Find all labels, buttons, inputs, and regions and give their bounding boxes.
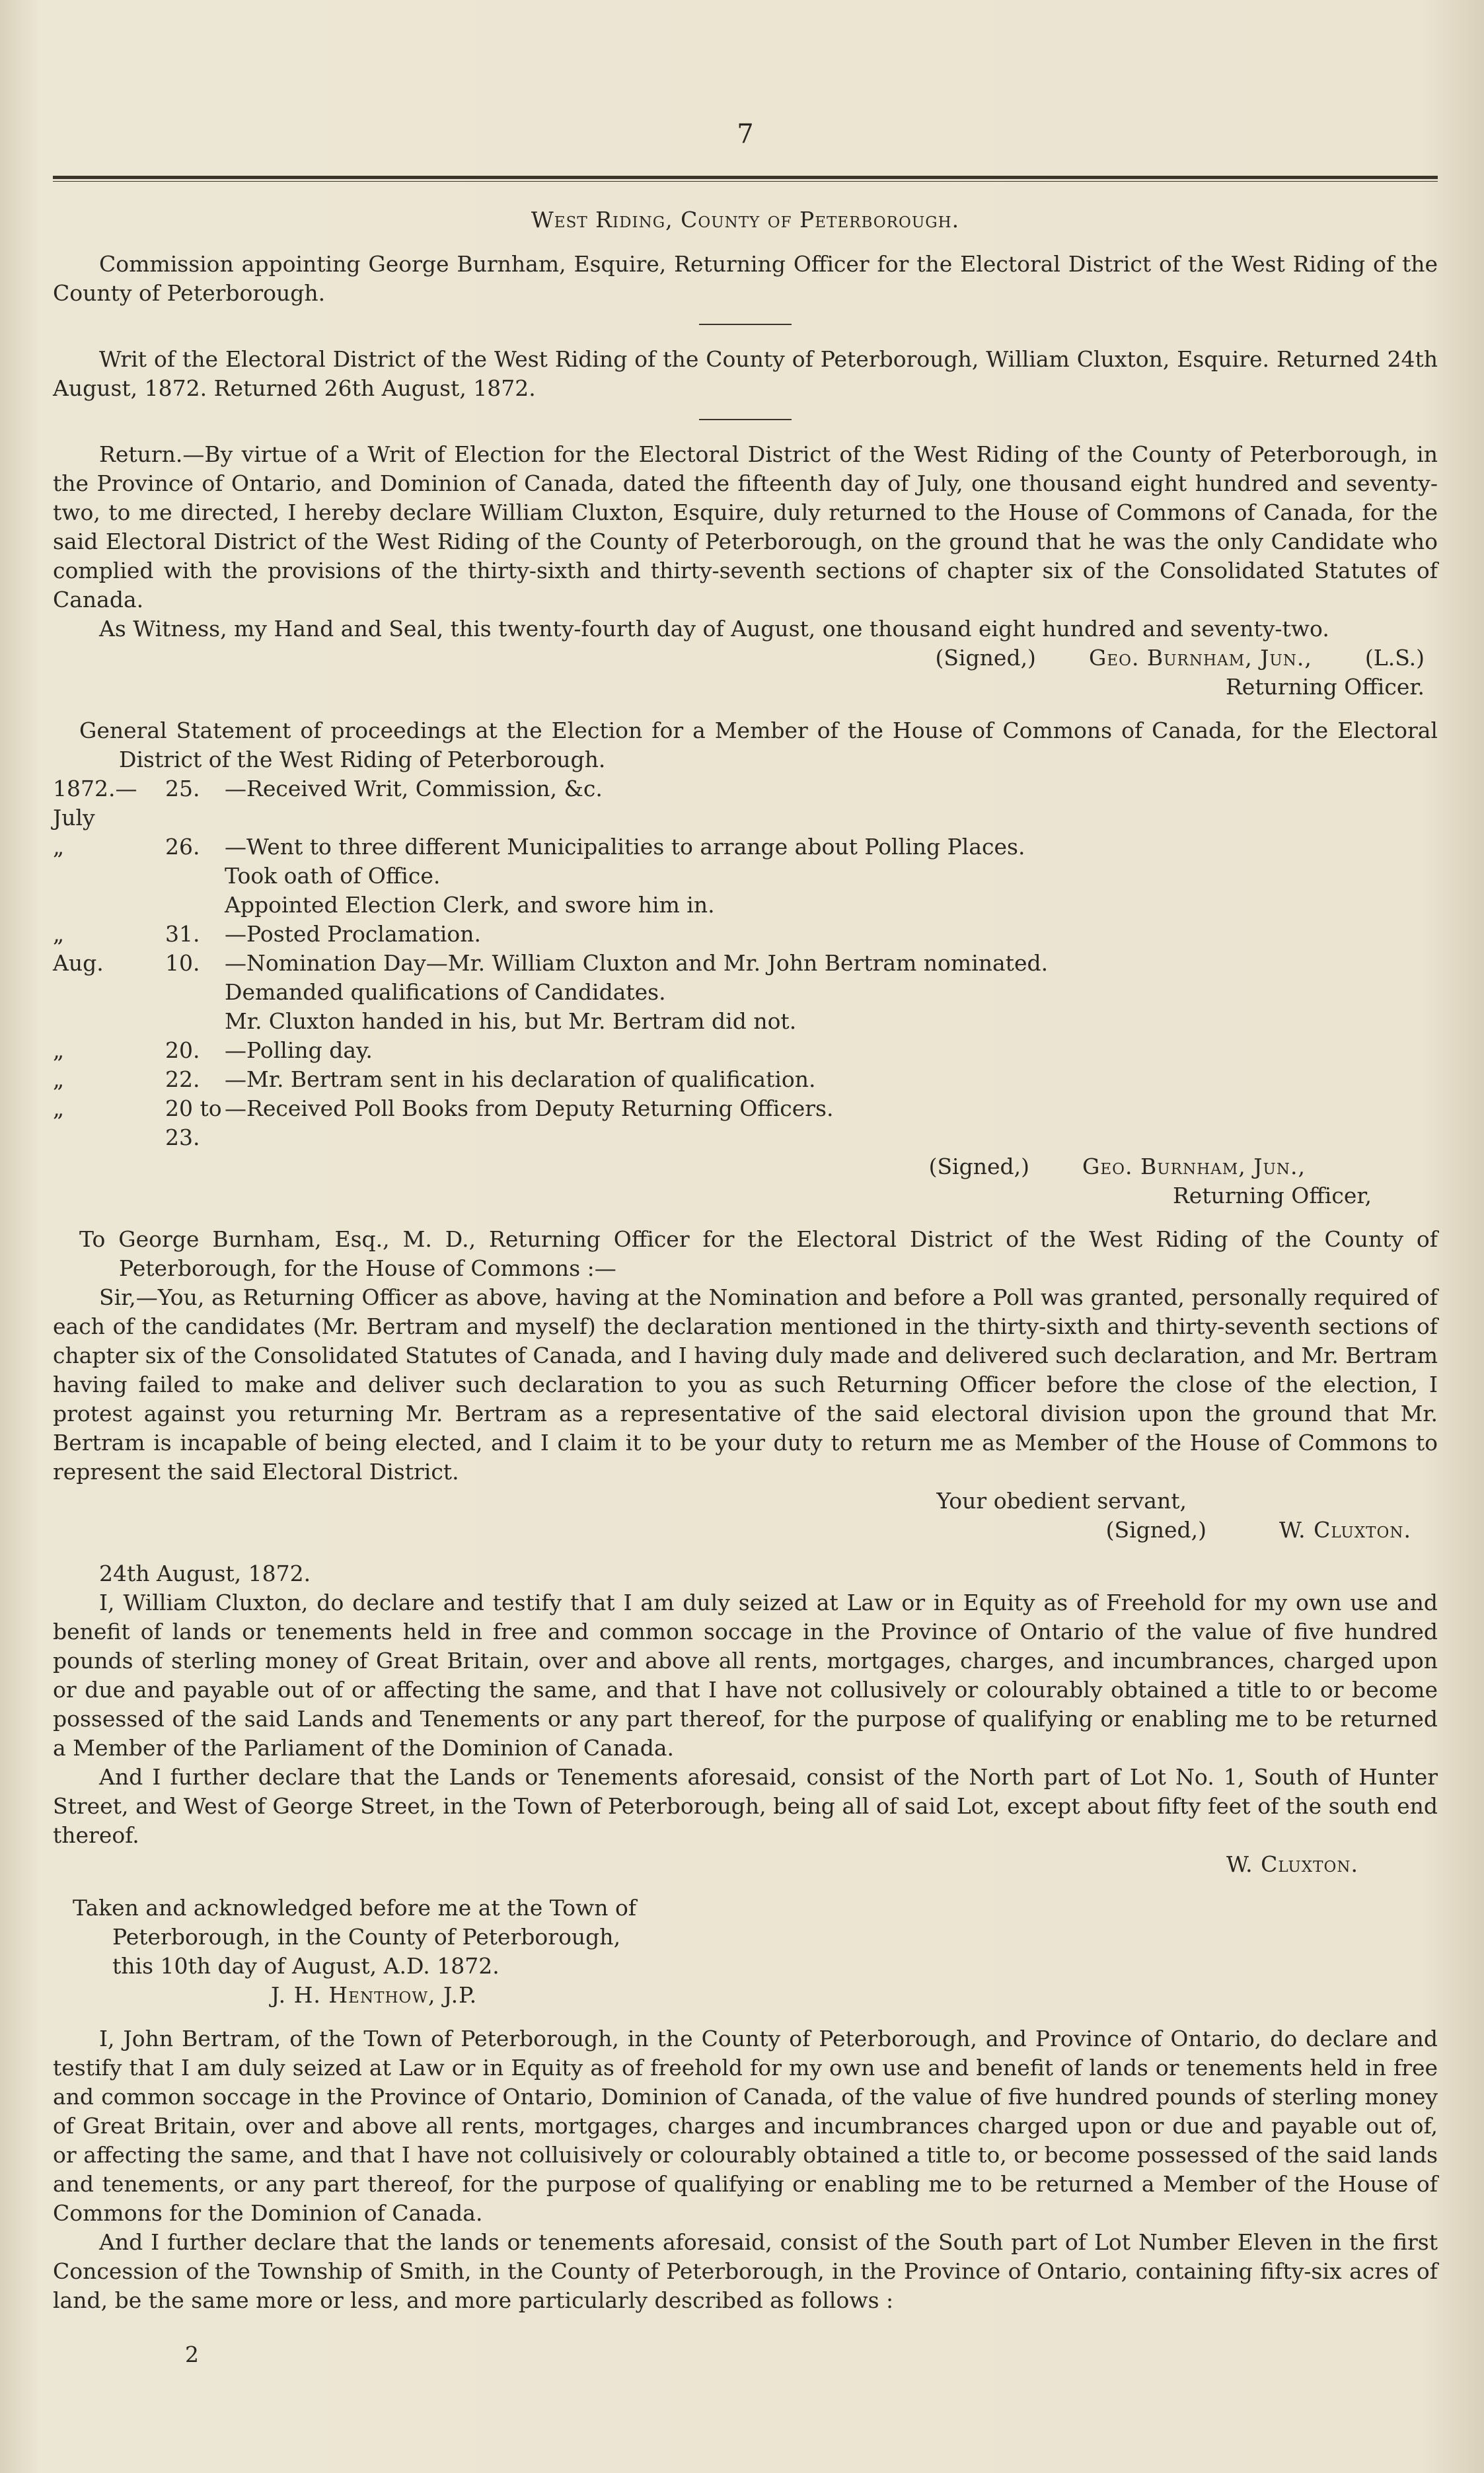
log-text: Took oath of Office. — [225, 863, 441, 889]
log-row — [53, 891, 1438, 920]
seal-label: (L.S.) — [1364, 645, 1425, 671]
log-year: 1872.—July — [53, 776, 137, 830]
log-year: „ — [53, 1066, 65, 1092]
signed-label: (Signed,) — [1105, 1517, 1207, 1543]
log-year — [53, 862, 165, 891]
signer-name: W. Cluxton. — [1279, 1517, 1411, 1543]
section-heading: West Riding, County of Peterborough. — [531, 207, 960, 233]
log-year: „ — [53, 1037, 65, 1063]
bertram-lands: And I further declare that the lands or tenements aforesaid, consist of the South part of Lot Number Eleven in the first Concession of the Township of Smith, in the County of Peterborough, in the Province of Ontario, containing fifty-six acres of land, be the same more or less, and more particularly described as follows : — [53, 2229, 1438, 2313]
log-text: Appointed Election Clerk, and swore him in. — [225, 892, 715, 918]
log-year: Aug. — [53, 950, 104, 976]
witness-paragraph: As Witness, my Hand and Seal, this twenty-fourth day of August, one thousand eight hundred and seventy-two. — [99, 616, 1329, 642]
log-text: —Polling day. — [225, 1037, 373, 1063]
log-text: —Mr. Bertram sent in his declaration of qualification. — [225, 1066, 816, 1092]
log-text: —Received Writ, Commission, &c. — [225, 776, 603, 801]
acknowledgement-block — [73, 1894, 1438, 2010]
signed-label: (Signed,) — [928, 1154, 1030, 1179]
bertram-declaration: I, John Bertram, of the Town of Peterborough, in the County of Peterborough, and Province of Ontario, do declare and testify that I am duly seized at Law or in Equity as of freehold for my own use and benefit of lands or tenements held in free and common soccage in the Province of Ontario, Dominion of Canada, of the value of five hundred pounds of sterling money of Great Britain, over and above all rents, mortgages, charges and incumbrances charged upon or due and payable out of, or affecting the same, and that I have not colluisively or colourably obtained a title to, or become possessed of the said lands and tenements, or any part thereof, for the purpose of qualifying or enabling me to be returned a Member of the House of Commons for the Dominion of Canada. — [53, 2026, 1438, 2226]
log-text: Mr. Cluxton handed in his, but Mr. Bertram did not. — [225, 1008, 797, 1034]
log-text: Demanded qualifications of Candidates. — [225, 979, 666, 1005]
log-row — [53, 1065, 1438, 1094]
log-day — [165, 891, 225, 920]
log-day: 20 to 23. — [165, 1095, 222, 1150]
signature-block-1 — [53, 644, 1438, 702]
log-day — [165, 1007, 225, 1036]
signature-block-2 — [53, 1152, 1438, 1210]
log-row — [53, 949, 1438, 978]
closing-line: Your obedient servant, — [936, 1488, 1187, 1514]
log-row — [53, 978, 1438, 1007]
signer-name: Geo. Burnham, Jun., — [1082, 1154, 1306, 1179]
log-text: —Received Poll Books from Deputy Returning Officers. — [225, 1095, 834, 1121]
log-row — [53, 832, 1438, 862]
log-day: 25. — [165, 776, 200, 801]
log-year: „ — [53, 1095, 65, 1121]
log-year: „ — [53, 921, 65, 947]
signer-name: Geo. Burnham, Jun., — [1088, 645, 1312, 671]
ack-line-3: this 10th day of August, A.D. 1872. — [112, 1953, 500, 1979]
log-row — [53, 1036, 1438, 1065]
divider — [699, 419, 792, 420]
log-row — [53, 774, 1438, 832]
ack-line-1: Taken and acknowledged before me at the Town of — [73, 1895, 637, 1921]
log-year — [53, 1007, 165, 1036]
protest-paragraph: Sir,—You, as Returning Officer as above, having at the Nomination and before a Poll was granted, personally required of each of the candidates (Mr. Bertram and myself) the declaration mentioned in the thirty-sixth and thirty-seventh sections of chapter six of the Consolidated Statutes of Canada, and I having duly made and delivered such declaration, and Mr. Bertram having failed to make and deliver such declaration to you as such Returning Officer before the close of the election, I protest against you returning Mr. Bertram as a representative of the said electoral division upon the ground that Mr. Bertram is incapable of being elected, and I claim it to be your duty to return me as Member of the House of Commons to represent the said Electoral District. — [53, 1284, 1438, 1485]
commission-paragraph: Commission appointing George Burnham, Esquire, Returning Officer for the Electoral District of the West Riding of the County of Peterborough. — [53, 251, 1438, 306]
log-row — [53, 920, 1438, 949]
signature-mark: 2 — [185, 2342, 199, 2367]
log-day — [165, 978, 225, 1007]
log-year — [53, 978, 165, 1007]
log-day — [165, 862, 225, 891]
divider — [699, 324, 792, 325]
log-year: „ — [53, 834, 65, 860]
general-statement: General Statement of proceedings at the Election for a Member of the House of Commons of Canada, for the Electoral District of the West Riding of Peterborough. — [79, 718, 1438, 772]
cluxton-declaration: I, William Cluxton, do declare and testify that I am duly seized at Law or in Equity as of Freehold for my own use and benefit of lands or tenements held in free and common soccage in the Province of Ontario of the value of five hundred pounds of sterling money of Great Britain, over and above all rents, mortgages, charges, and incumbrances, charged upon or due and payable out of or affecting the same, and that I have not collusively or colourably obtained a title to or become possessed of the said Lands and Tenements or any part thereof, for the purpose of qualifying or enabling me to be returned a Member of the Parliament of the Dominion of Canada. — [53, 1590, 1438, 1761]
log-text: —Posted Proclamation. — [225, 921, 482, 947]
signed-label: (Signed,) — [935, 645, 1036, 671]
cluxton-signature: W. Cluxton. — [1226, 1851, 1358, 1877]
signer-title: Returning Officer, — [1172, 1183, 1372, 1208]
log-day: 20. — [165, 1037, 200, 1063]
log-day: 22. — [165, 1066, 200, 1092]
log-text: —Went to three different Municipalities to arrange about Polling Places. — [225, 834, 1025, 860]
log-day: 26. — [165, 834, 200, 860]
log-row — [53, 1094, 1438, 1152]
ack-line-2: Peterborough, in the County of Peterborough, — [112, 1924, 621, 1950]
return-paragraph: Return.—By virtue of a Writ of Election for the Electoral District of the West Riding of the County of Peterborough, in the Province of Ontario, and Dominion of Canada, dated the fifteenth day of July, one thousand eight hundred and seventy-two, to me directed, I hereby declare William Cluxton, Esquire, duly returned to the House of Commons of Canada, for the said Electoral District of the West Riding of the County of Peterborough, on the ground that he was the only Candidate who complied with the provisions of the thirty-sixth and thirty-seventh sections of chapter six of the Consolidated Statutes of Canada. — [53, 441, 1438, 612]
date-line: 24th August, 1872. — [99, 1561, 311, 1586]
cluxton-lands: And I further declare that the Lands or Tenements aforesaid, consist of the North part of Lot No. 1, South of Hunter Street, and West of George Street, in the Town of Peterborough, being all of said Lot, except about fifty feet of the south end thereof. — [53, 1764, 1438, 1848]
log-year — [53, 891, 165, 920]
writ-paragraph: Writ of the Electoral District of the West Riding of the County of Peterborough, William Cluxton, Esquire. Returned 24th August, 1872. Returned 26th August, 1872. — [53, 346, 1438, 401]
log-row — [53, 1007, 1438, 1036]
proceedings-log — [53, 774, 1438, 1152]
log-day: 10. — [165, 950, 200, 976]
signer-title: Returning Officer. — [1225, 674, 1425, 700]
to-line: To George Burnham, Esq., M. D., Returning Officer for the Electoral District of the West Riding of the County of Peterborough, for the House of Commons :— — [79, 1226, 1438, 1281]
log-text: —Nomination Day—Mr. William Cluxton and Mr. John Bertram nominated. — [225, 950, 1049, 976]
page-number: 7 — [737, 119, 754, 149]
log-day: 31. — [165, 921, 200, 947]
ack-justice: J. H. Henthow, J.P. — [271, 1982, 478, 2008]
log-row — [53, 862, 1438, 891]
signature-block-3 — [53, 1487, 1438, 1545]
header-rule — [53, 176, 1438, 182]
